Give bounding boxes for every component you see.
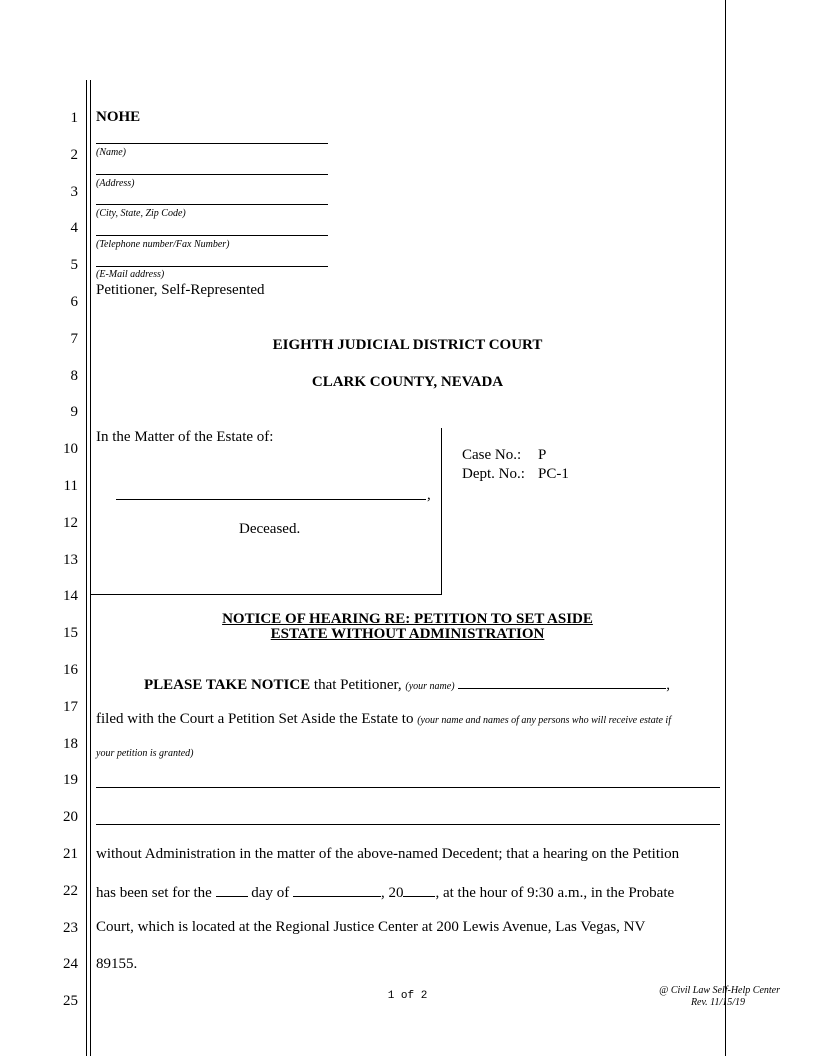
- line-23-text: Court, which is located at the Regional Justice Center at 200 Lewis Avenue, Las Vegas, NV: [96, 919, 646, 935]
- line-24-text: 89155.: [96, 956, 138, 972]
- decedent-name-blank: [116, 499, 426, 500]
- email-rule: [96, 266, 328, 267]
- recipients-hint-1: (your name and names of any persons who will receive estate if: [417, 715, 671, 726]
- recipients-blank-1: [96, 787, 720, 788]
- line-number: 5: [70, 257, 78, 274]
- hearing-time-text: , at the hour of 9:30 a.m., in the Probate: [435, 885, 675, 901]
- decedent-comma: ,: [427, 487, 431, 503]
- line-21-text: without Administration in the matter of the above-named Decedent; that a hearing on the Petition: [96, 846, 680, 862]
- line-number: 18: [63, 735, 78, 752]
- line-number: 10: [63, 441, 78, 458]
- line-number: 20: [63, 809, 78, 826]
- line-number: 17: [63, 698, 78, 715]
- recipients-blank-2: [96, 824, 720, 825]
- deceased-label: Deceased.: [239, 521, 301, 537]
- line-number: 2: [70, 146, 78, 163]
- address-rule: [96, 174, 328, 175]
- day-of-text: day of: [251, 885, 290, 901]
- dept-no-value: PC-1: [538, 466, 569, 482]
- hearing-date-line: [96, 882, 674, 902]
- city-rule: [96, 204, 328, 205]
- your-name-blank: [458, 674, 666, 689]
- margin-rule-right: [725, 0, 726, 1056]
- line-number: 8: [70, 367, 78, 384]
- line-number: 16: [63, 662, 78, 678]
- court-county: CLARK COUNTY, NEVADA: [311, 374, 504, 390]
- court-name: EIGHTH JUDICIAL DISTRICT COURT: [272, 337, 543, 353]
- filed-line: [96, 711, 671, 728]
- caption-box-bottom-rule: [91, 594, 442, 595]
- line-number: 3: [70, 183, 78, 200]
- phone-rule: [96, 235, 328, 236]
- line-number: 13: [63, 551, 78, 568]
- line-number: 24: [63, 956, 78, 973]
- filed-text: filed with the Court a Petition Set Aside the Estate to: [96, 711, 414, 727]
- line-number: 1: [70, 110, 78, 126]
- city-label: (City, State, Zip Code): [96, 208, 186, 219]
- credit-line-2: Rev. 11/15/19: [690, 997, 745, 1008]
- credit-line-1: @ Civil Law Self-Help Center: [659, 985, 780, 996]
- margin-rule-left-2: [90, 80, 91, 1056]
- year-blank: [403, 882, 435, 897]
- notice-line: [144, 674, 670, 694]
- line-number: 9: [70, 404, 78, 421]
- notice-rest: that Petitioner,: [313, 677, 402, 693]
- year-prefix-text: , 20: [380, 885, 404, 901]
- name-rule: [96, 143, 328, 144]
- month-blank: [293, 882, 381, 897]
- page-indicator: 1 of 2: [387, 990, 428, 1002]
- line-number: 14: [63, 588, 78, 605]
- line-number: 6: [70, 294, 78, 310]
- petitioner-name: NOHE: [96, 109, 141, 125]
- dept-no-label: Dept. No.:: [462, 466, 525, 482]
- line-number: 4: [70, 220, 78, 237]
- case-no-label: Case No.:: [462, 447, 522, 463]
- recipients-hint-2: your petition is granted): [96, 748, 194, 759]
- line-number: 21: [63, 846, 78, 862]
- caption-box-right-rule: [441, 428, 442, 594]
- document-title-line2: ESTATE WITHOUT ADMINISTRATION: [270, 626, 545, 642]
- your-name-hint: (your name): [405, 681, 455, 692]
- phone-label: (Telephone number/Fax Number): [96, 239, 230, 250]
- matter-label: In the Matter of the Estate of:: [96, 429, 274, 445]
- margin-rule-left-1: [86, 80, 87, 1056]
- line-number: 7: [70, 330, 78, 347]
- line-number: 12: [63, 514, 78, 531]
- line-number: 19: [63, 772, 78, 789]
- notice-bold: PLEASE TAKE NOTICE: [144, 677, 311, 693]
- email-label: (E-Mail address): [96, 269, 165, 280]
- line-number: 11: [63, 478, 78, 494]
- day-blank: [216, 882, 248, 897]
- name-label: (Name): [96, 147, 126, 158]
- notice-comma: ,: [666, 677, 671, 693]
- hearing-set-text: has been set for the: [96, 885, 212, 901]
- address-label: (Address): [96, 178, 135, 189]
- line-number: 22: [63, 882, 78, 899]
- line-number: 25: [63, 993, 78, 1010]
- party-role: Petitioner, Self-Represented: [96, 282, 265, 298]
- document-title-line1: NOTICE OF HEARING RE: PETITION TO SET ASIDE: [222, 611, 593, 627]
- line-number: 15: [63, 625, 78, 642]
- case-no-value: P: [538, 447, 547, 463]
- line-number: 23: [63, 919, 78, 936]
